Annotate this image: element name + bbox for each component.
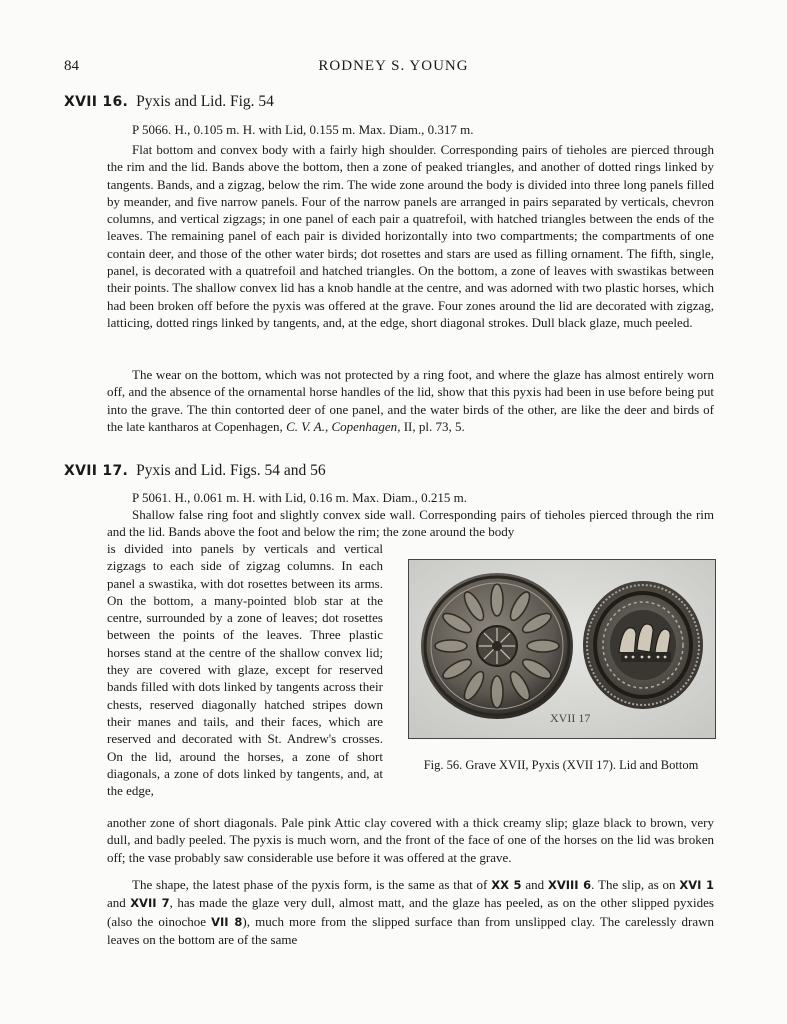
entry-number: XVII 17.	[64, 463, 129, 479]
catalogue-ref: XVIII 6	[547, 878, 592, 892]
figure-56-photograph	[408, 559, 716, 739]
entry-description-top: Shallow false ring foot and slightly convex side wall. Corresponding pairs of tieholes pierced through the rim and the lid. Bands above the foot and below the rim; the zone around the body	[107, 507, 714, 540]
pyxis-bottom-view	[421, 573, 573, 719]
pyxis-photo	[409, 560, 715, 738]
catalogue-ref: XVI 1	[679, 878, 715, 892]
citation-cva: C. V. A.	[286, 418, 325, 434]
entry-number: XVII 16.	[64, 94, 129, 110]
entry-description: Flat bottom and convex body with a fairly high shoulder. Corresponding pairs of tieholes are pierced through the rim and the lid. Bands above the bottom, then a zone of peaked triangles, and another of dotted rings linked by tangents. Bands, and a zigzag, below the rim. The wide zone around the body is divided into three long panels filled by meander, and five narrow panels. Four of the narrow panels are arranged in pairs separated by verticals, chevron columns, and vertical zigzags; in one panel of each pair a quatrefoil, with hatched triangles between the ends of the leaves. The remaining panel of each pair is divided horizontally into two compartments; the compartments of one contain deer, and those of the other water birds; dot rosettes and stars are used as filling ornament. The fifth, single, panel, is decorated with a quatrefoil and hatched triangles. On the bottom, a zone of leaves with swastikas between their points. The shallow convex lid has a knob handle at the centre, and was adorned with two plastic horses, which had been broken off before the pyxis was offered at the grave. Four zones around the lid are decorated with zigzag, latticing, dotted rings linked by tangents, and, at the edge, short diagonal strokes. Dull black glaze, much peeled.	[107, 142, 714, 330]
entry-description-continued: another zone of short diagonals. Pale pink Attic clay covered with a thick creamy slip; glaze black to brown, very dull, and badly peeled. The pyxis is much worn, and the front of the face of one of the horses on the lid was broken off; the vase probably saw considerable use before it was offered at the grave.	[107, 815, 714, 865]
catalogue-ref: XX 5	[491, 878, 522, 892]
citation-copenhagen: Copenhagen	[331, 418, 398, 434]
entry-title: Pyxis and Lid. Figs. 54 and 56	[136, 462, 326, 479]
photo-label: XVII 17	[550, 711, 591, 725]
entry-measurements: P 5066. H., 0.105 m. H. with Lid, 0.155 m. Max. Diam., 0.317 m.	[132, 122, 474, 137]
running-head: RODNEY S. YOUNG	[318, 58, 469, 74]
entry-heading-xvii-16	[64, 93, 274, 111]
entry-title: Pyxis and Lid. Fig. 54	[136, 93, 274, 110]
entry-measurements: P 5061. H., 0.061 m. H. with Lid, 0.16 m. Max. Diam., 0.215 m.	[132, 490, 467, 505]
entry-heading-xvii-17	[64, 462, 326, 480]
entry-commentary: The wear on the bottom, which was not protected by a ring foot, and where the glaze has almost entirely worn off, and the absence of the ornamental horse handles of the lid, show that this pyxis had been in use before being put into the grave. The thin contorted deer of one panel, and the water birds of the other, are like the deer and birds of the late kantharos at Copenhagen, C. V. A., Copenhagen, II, pl. 73, 5.	[107, 367, 714, 434]
page-number: 84	[64, 58, 79, 74]
catalogue-ref: VII 8	[211, 914, 243, 929]
entry-commentary: The shape, the latest phase of the pyxis form, is the same as that of XX 5 and XVIII 6. The slip, as on XVI 1 and XVII 7, has made the glaze very dull, almost matt, and the glaze has peeled, as on the other slipped pyxides (also the oinochoe VII 8), much more from the slipped surface than from unslipped clay. The carelessly drawn leaves on the bottom are of the same	[107, 877, 715, 947]
entry-description-wrapped: is divided into panels by verticals and vertical zigzags to each side of zigzag columns. In each panel a swastika, with dot rosettes between its arms. On the bottom, a many-pointed blob star at the centre, surrounded by a zone of leaves; dot rosettes between the points of the leaves. Three plastic horses stand at the centre of the shallow convex lid; they are covered with glaze, except for reserved bands filled with dots linked by tangents across their chests, reserved diagonally hatched stripes down their manes and tails, and their faces, which are reserved and decorated with St. Andrew's crosses. On the lid, around the horses, a zone of short diagonals, a zone of dots linked by tangents, and, at the edge,	[107, 541, 383, 799]
catalogue-ref: XVII 7	[130, 896, 170, 911]
figure-caption: Fig. 56. Grave XVII, Pyxis (XVII 17). Lid and Bottom	[423, 758, 699, 772]
pyxis-lid-view	[583, 581, 703, 709]
